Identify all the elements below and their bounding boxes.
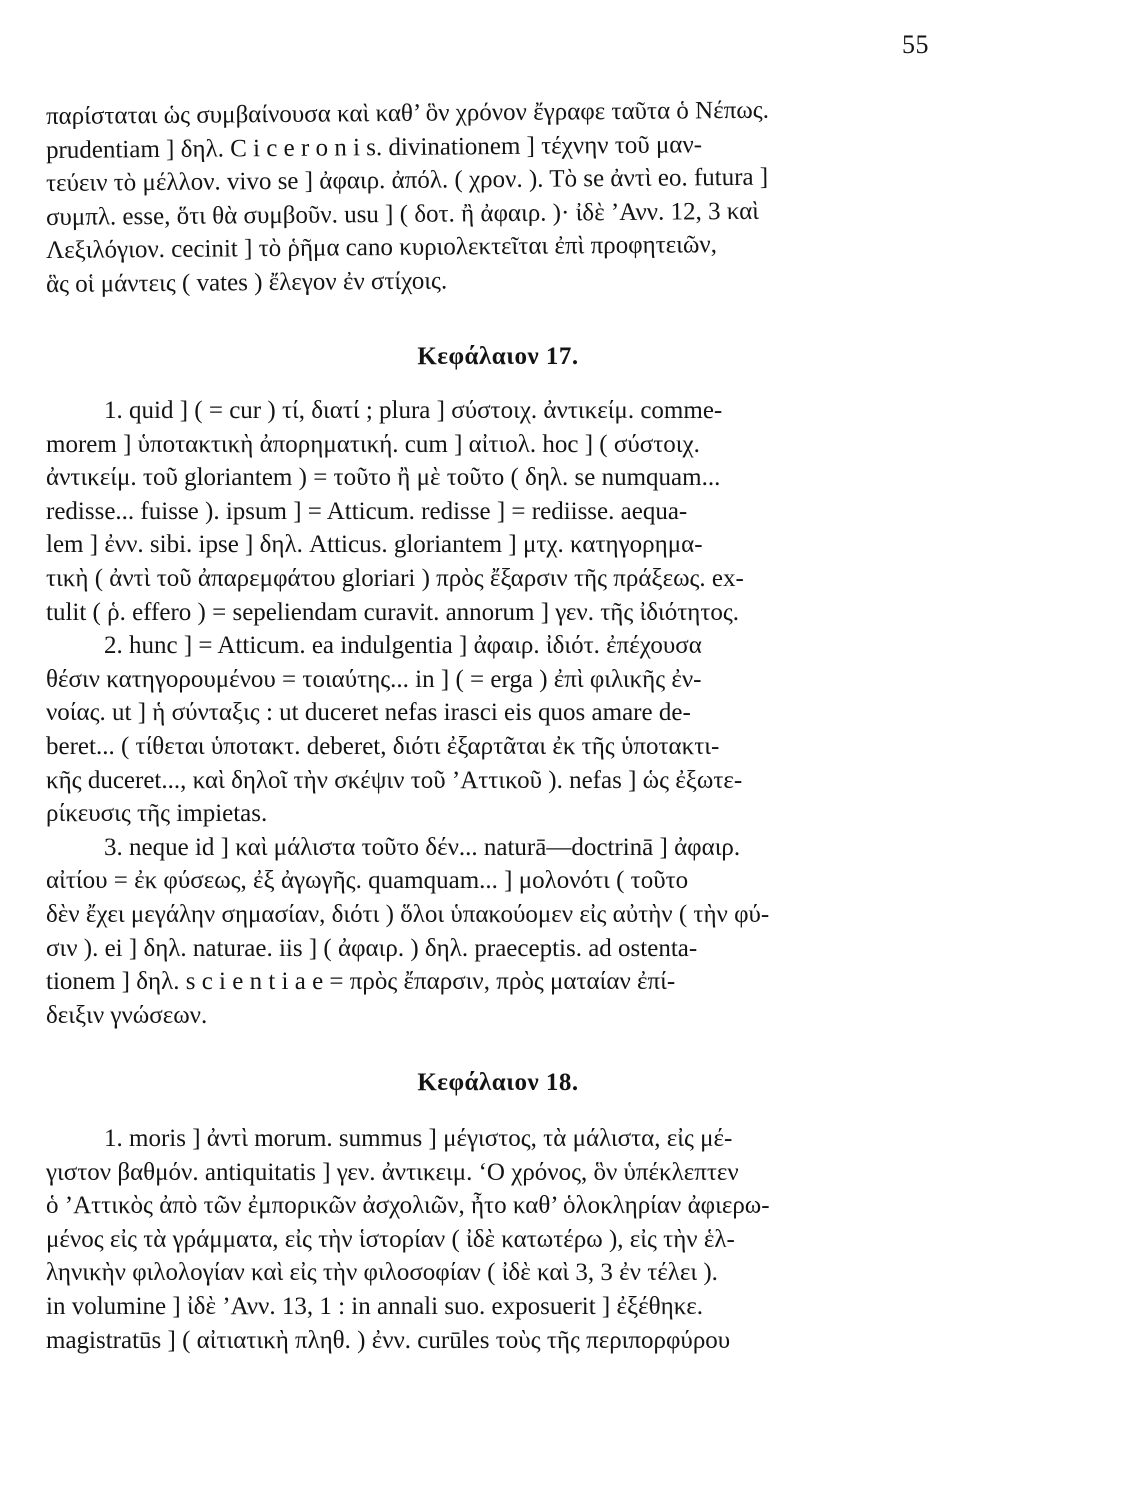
text-line: ὁ ’Αττικὸς ἀπὸ τῶν ἐμπορικῶν ἀσχολιῶν, ἦτο καθ’ ὁλοκληρίαν ἀφιερω-	[46, 1192, 770, 1220]
page-number: 55	[902, 30, 929, 59]
text-line: tionem ] δηλ. s c i e n t i a e = πρὸς ἔπαρσιν, πρὸς ματαίαν ἐπί-	[46, 968, 676, 996]
text-line: ληνικὴν φιλολογίαν καὶ εἰς τὴν φιλοσοφίαν ( ἰδὲ καὶ 3, 3 ἐν τέλει ).	[46, 1259, 718, 1287]
text-line: 1. moris ] ἀντὶ morum. summus ] μέγιστος, τὰ μάλιστα, εἰς μέ-	[104, 1125, 733, 1152]
chapter-18-body	[46, 1122, 950, 1357]
text-line: 2. hunc ] = Atticum. ea indulgentia ] ἀφαιρ. ἰδιότ. ἐπέχουσα	[104, 632, 702, 660]
chapter-17	[46, 340, 950, 1070]
text-line: 1. quid ] ( = cur ) τί, διατί ; plura ] σύστοιχ. ἀντικείμ. comme-	[104, 397, 723, 424]
text-line: μένος εἰς τὰ γράμματα, εἰς τὴν ἱστορίαν ( ἰδὲ κατωτέρω ), εἰς τὴν ἑλ-	[46, 1225, 735, 1253]
chapter-18-heading: Κεφάλαιον 18.	[417, 1069, 579, 1096]
text-line: θέσιν κατηγορουμένου = τοιαύτης... in ] ( = erga ) ἐπὶ φιλικῆς ἐν-	[46, 665, 702, 693]
text-line: 3. neque id ] καὶ μάλιστα τοῦτο δέν... naturā—doctrinā ] ἀφαιρ.	[104, 833, 741, 861]
text-line: νοίας. ut ] ἡ σύνταξις : ut duceret nefas irasci eis quos amare de-	[46, 699, 691, 727]
chapter-17-body	[46, 394, 950, 1032]
chapter-17-heading: Κεφάλαιον 17.	[417, 343, 579, 370]
text-line: τικὴ ( ἀντὶ τοῦ ἀπαρεμφάτου gloriari ) πρὸς ἔξαρσιν τῆς πράξεως. ex-	[46, 564, 744, 592]
text-line: Λεξιλόγιον. cecinit ] τὸ ῥῆμα cano κυριολεκτεῖται ἐπὶ προφητειῶν,	[45, 231, 718, 265]
text-line: ρίκευσις τῆς impietas.	[46, 800, 268, 828]
text-line: κῆς duceret..., καὶ δηλοῖ τὴν σκέψιν τοῦ ’Αττικοῦ ). nefas ] ὡς ἐξωτε-	[46, 766, 743, 794]
text-line: beret... ( τίθεται ὑποτακτ. deberet, διότι ἐξαρτᾶται ἐκ τῆς ὑποτακτι-	[46, 732, 720, 760]
text-line: παρίσταται ὡς συμβαίνουσα καὶ καθ’ ὃν χρόνον ἔγραφε ταῦτα ὁ Νέπως.	[45, 96, 770, 130]
chapter-18	[46, 1066, 950, 1396]
text-line: tulit ( ῥ. effero ) = sepeliendam curavit. annorum ] γεν. τῆς ἰδιότητος.	[46, 598, 740, 626]
text-line: σιν ). ei ] δηλ. naturae. iis ] ( ἀφαιρ. ) δηλ. praeceptis. ad ostenta-	[46, 934, 698, 962]
intro-paragraph	[45, 96, 950, 302]
text-line: δειξιν γνώσεων.	[46, 1001, 208, 1029]
text-line: γιστον βαθμόν. antiquitatis ] γεν. ἀντικειμ. ‘Ο χρόνος, ὃν ὑπέκλεπτεν	[46, 1158, 739, 1186]
text-line: ἀντικείμ. τοῦ gloriantem ) = τοῦτο ἢ μὲ τοῦτο ( δηλ. se numquam...	[46, 464, 721, 492]
text-line: redisse... fuisse ). ipsum ] = Atticum. redisse ] = rediisse. aequa-	[46, 497, 688, 525]
text-line: δὲν ἔχει μεγάλην σημασίαν, διότι ) ὅλοι ὑπακούομεν εἰς αὐτὴν ( τὴν φύ-	[46, 900, 770, 928]
text-line: magistratūs ] ( αἰτιατικὴ πληθ. ) ἐνν. curūles τοὺς τῆς περιπορφύρου	[46, 1326, 731, 1354]
text-line: prudentiam ] δηλ. C i c e r o n i s. divinationem ] τέχνην τοῦ μαν-	[45, 130, 703, 164]
text-line: αἰτίου = ἐκ φύσεως, ἐξ ἀγωγῆς. quamquam... ] μολονότι ( τοῦτο	[46, 867, 689, 895]
text-line: συμπλ. esse, ὅτι θὰ συμβοῦν. usu ] ( δοτ. ἢ ἀφαιρ. )· ἰδὲ ’Ανν. 12, 3 καὶ	[45, 197, 760, 231]
text-line: lem ] ἐνν. sibi. ipse ] δηλ. Atticus. gloriantem ] μτχ. κατηγορημα-	[46, 531, 703, 559]
text-line: in volumine ] ἰδὲ ’Ανν. 13, 1 : in annali suo. exposuerit ] ἐξέθηκε.	[46, 1292, 704, 1320]
text-line: ἃς οἱ μάντεις ( vates ) ἔλεγον ἐν στίχοις.	[45, 267, 448, 298]
text-line: morem ] ὑποτακτικὴ ἀπορηματική. cum ] αἰτιολ. hoc ] ( σύστοιχ.	[46, 430, 700, 458]
text-line: τεύειν τὸ μέλλον. vivo se ] ἀφαιρ. ἀπόλ. ( χρον. ). Τὸ se ἀντὶ eo. futura ]	[45, 163, 769, 198]
